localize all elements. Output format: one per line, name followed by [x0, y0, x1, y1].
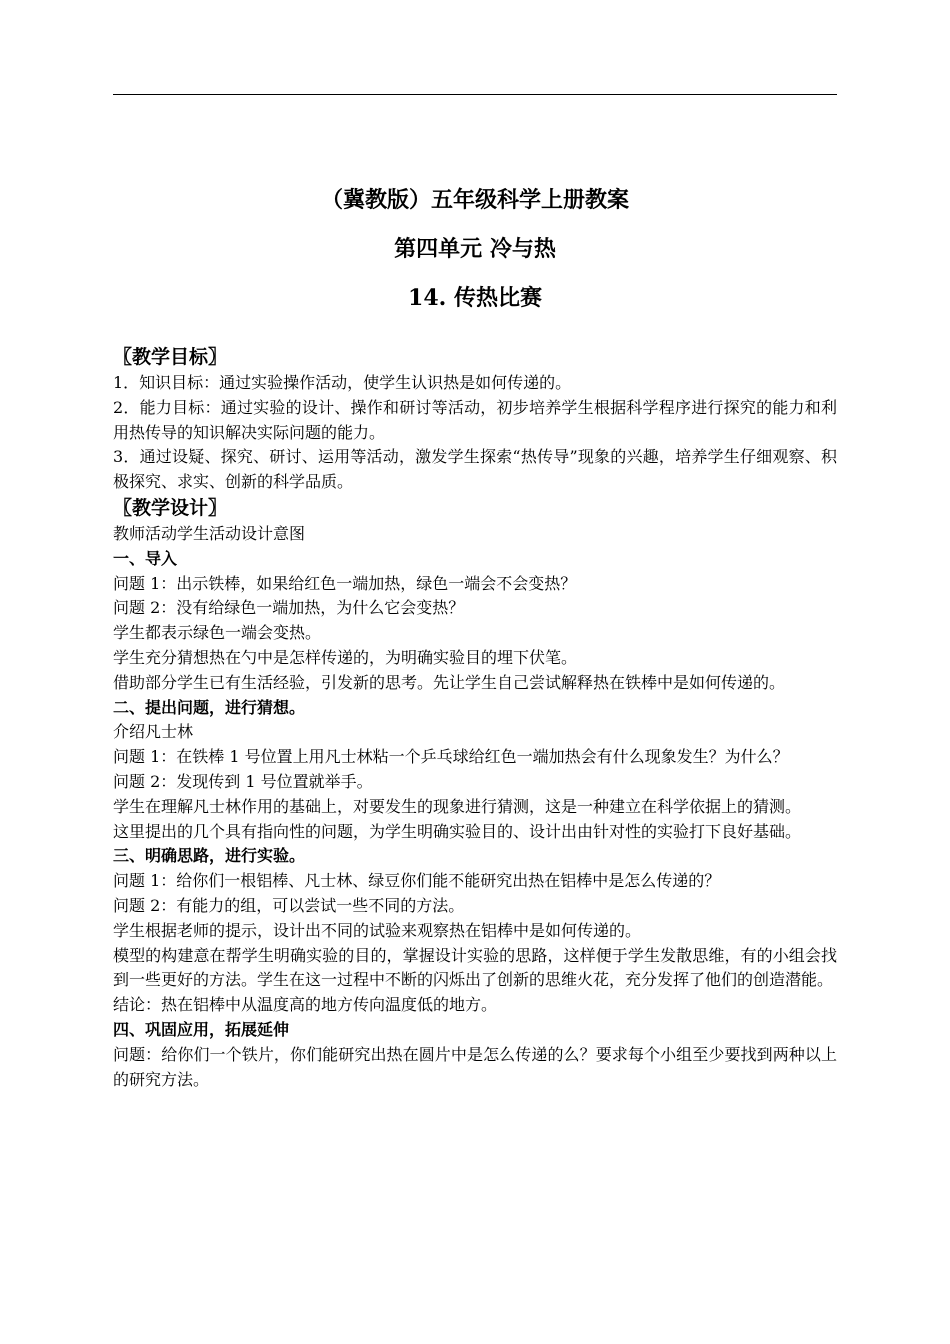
paragraph: 借助部分学生已有生活经验，引发新的思考。先让学生自己尝试解释热在铁棒中是如何传递的。 [113, 672, 786, 692]
paragraph: 这里提出的几个具有指向性的问题，为学生明确实验目的、设计出由针对性的实验打下良好基础。 [113, 821, 802, 841]
paragraph: 结论：热在铝棒中从温度高的地方传向温度低的地方。 [113, 995, 498, 1015]
paragraph: 1．知识目标：通过实验操作活动，使学生认识热是如何传递的。 [113, 373, 572, 392]
section-heading: 〖教学设计〗 [113, 496, 228, 519]
paragraph: 学生在理解凡士林作用的基础上，对要发生的现象进行猜测，这是一种建立在科学依据上的猜测。 [113, 796, 802, 816]
paragraph: 3．通过设疑、探究、研讨、运用等活动，激发学生探索“热传导”现象的兴趣，培养学生仔细观察、积极探究、求实、创新的科学品质。 [113, 447, 837, 492]
paragraph: 2．能力目标：通过实验的设计、操作和研讨等活动，初步培养学生根据科学程序进行探究的能力和利用热传导的知识解决实际问题的能力。 [113, 397, 837, 442]
step-heading: 三、明确思路，进行实验。 [113, 846, 306, 866]
section-heading: 〖教学目标〗 [113, 346, 228, 368]
document-body [113, 344, 837, 1092]
paragraph: 模型的构建意在帮学生明确实验的目的，掌握设计实验的思路，这样便于学生发散思维，有的小组会找到一些更好的方法。学生在这一过程中不断的闪烁出了创新的思维火花，充分发挥了他们的创造潜能。 [113, 945, 837, 990]
paragraph: 介绍凡士林 [113, 722, 194, 742]
paragraph: 问题 1：给你们一根铝棒、凡士林、绿豆你们能不能研究出热在铝棒中是怎么传递的？ [113, 871, 721, 891]
unit-title: 第四单元 冷与热 [394, 236, 556, 262]
paragraph: 教师活动学生活动设计意图 [113, 523, 306, 543]
step-heading: 二、提出问题，进行猜想。 [113, 697, 306, 717]
paragraph: 学生都表示绿色一端会变热。 [113, 623, 322, 643]
paragraph: 问题 2：有能力的组，可以尝试一些不同的方法。 [113, 895, 465, 915]
paragraph: 问题 2：没有给绿色一端加热，为什么它会变热？ [113, 598, 465, 618]
header-rule [113, 94, 837, 95]
step-heading: 一、导入 [113, 548, 178, 568]
paragraph: 问题 1：出示铁棒，如果给红色一端加热，绿色一端会不会变热？ [113, 573, 577, 593]
title-block [113, 180, 837, 327]
paragraph: 问题 1：在铁棒 1 号位置上用凡士林粘一个乒乓球给红色一端加热会有什么现象发生？为什么？ [113, 747, 789, 767]
lesson-title: 14. 传热比赛 [408, 285, 542, 311]
step-heading: 四、巩固应用，拓展延伸 [113, 1019, 290, 1039]
paragraph: 学生充分猜想热在勺中是怎样传递的，为明确实验目的埋下伏笔。 [113, 647, 578, 667]
paragraph: 学生根据老师的提示，设计出不同的试验来观察热在铝棒中是如何传递的。 [113, 920, 642, 940]
paragraph: 问题：给你们一个铁片，你们能研究出热在圆片中是怎么传递的么？要求每个小组至少要找到两种以上的研究方法。 [113, 1044, 837, 1089]
document-title: （冀教版）五年级科学上册教案 [320, 187, 629, 213]
paragraph: 问题 2：发现传到 1 号位置就举手。 [113, 771, 373, 791]
